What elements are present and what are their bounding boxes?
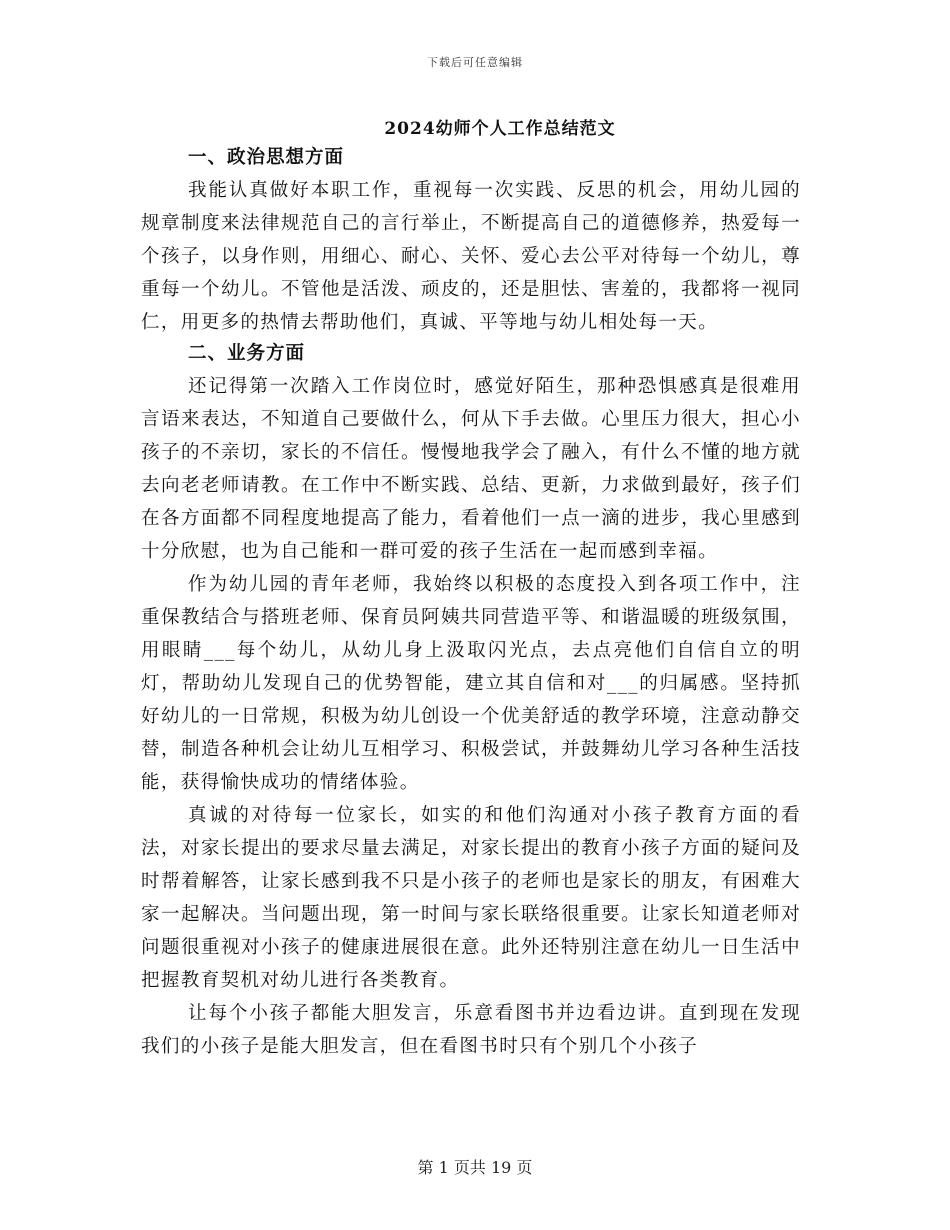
header-note: 下载后可任意编辑 bbox=[427, 56, 523, 69]
paragraph: 作为幼儿园的青年老师，我始终以积极的态度投入到各项工作中，注重保教结合与搭班老师、保育员阿姨共同营造平等、和谐温暖的班级氛围，用眼睛___每个幼儿，从幼儿身上汲取闪光点，去点亮他们自信自立的明灯，帮助幼儿发现自己的优势智能，建立其自信和对___的归属感。坚持抓好幼儿的一日常规，积极为幼儿创设一个优美舒适的教学环境，注意动静交替，制造各种机会让幼儿互相学习、积极尝试，并鼓舞幼儿学习各种生活技能，获得愉快成功的情绪体验。 bbox=[141, 574, 801, 793]
section-heading-politics: 一、政治思想方面 bbox=[188, 147, 345, 168]
paragraph: 让每个小孩子都能大胆发言，乐意看图书并边看边讲。直到现在发现我们的小孩子是能大胆发言，但在看图书时只有个别几个小孩子 bbox=[141, 1003, 801, 1057]
paragraph: 还记得第一次踏入工作岗位时，感觉好陌生，那种恐惧感真是很难用言语来表达，不知道自己要做什么，何从下手去做。心里压力很大，担心小孩子的不亲切，家长的不信任。慢慢地我学会了融入，有什么不懂的地方就去向老老师请教。在工作中不断实践、总结、更新，力求做到最好，孩子们在各方面都不同程度地提高了能力，看着他们一点一滴的进步，我心里感到十分欣慰，也为自己能和一群可爱的孩子生活在一起而感到幸福。 bbox=[141, 376, 801, 562]
document-body bbox=[141, 143, 801, 1063]
paragraph: 真诚的对待每一位家长，如实的和他们沟通对小孩子教育方面的看法，对家长提出的要求尽量去满足，对家长提出的教育小孩子方面的疑问及时帮着解答，让家长感到我不只是小孩子的老师也是家长的朋友，有困难大家一起解决。当问题出现，第一时间与家长联络很重要。让家长知道老师对问题很重视对小孩子的健康进展很在意。此外还特别注意在幼儿一日生活中把握教育契机对幼儿进行各类教育。 bbox=[141, 805, 801, 991]
page-footer: 第 1 页共 19 页 bbox=[417, 1158, 533, 1177]
section-heading-business: 二、业务方面 bbox=[188, 343, 306, 364]
paragraph: 我能认真做好本职工作，重视每一次实践、反思的机会，用幼儿园的规章制度来法律规范自己的言行举止，不断提高自己的道德修养，热爱每一个孩子，以身作则，用细心、耐心、关怀、爱心去公平对待每一个幼儿，尊重每一个幼儿。不管他是活泼、顽皮的，还是胆怯、害羞的，我都将一视同仁，用更多的热情去帮助他们，真诚、平等地与幼儿相处每一天。 bbox=[141, 180, 801, 333]
document-title: 2024幼师个人工作总结范文 bbox=[384, 119, 616, 139]
